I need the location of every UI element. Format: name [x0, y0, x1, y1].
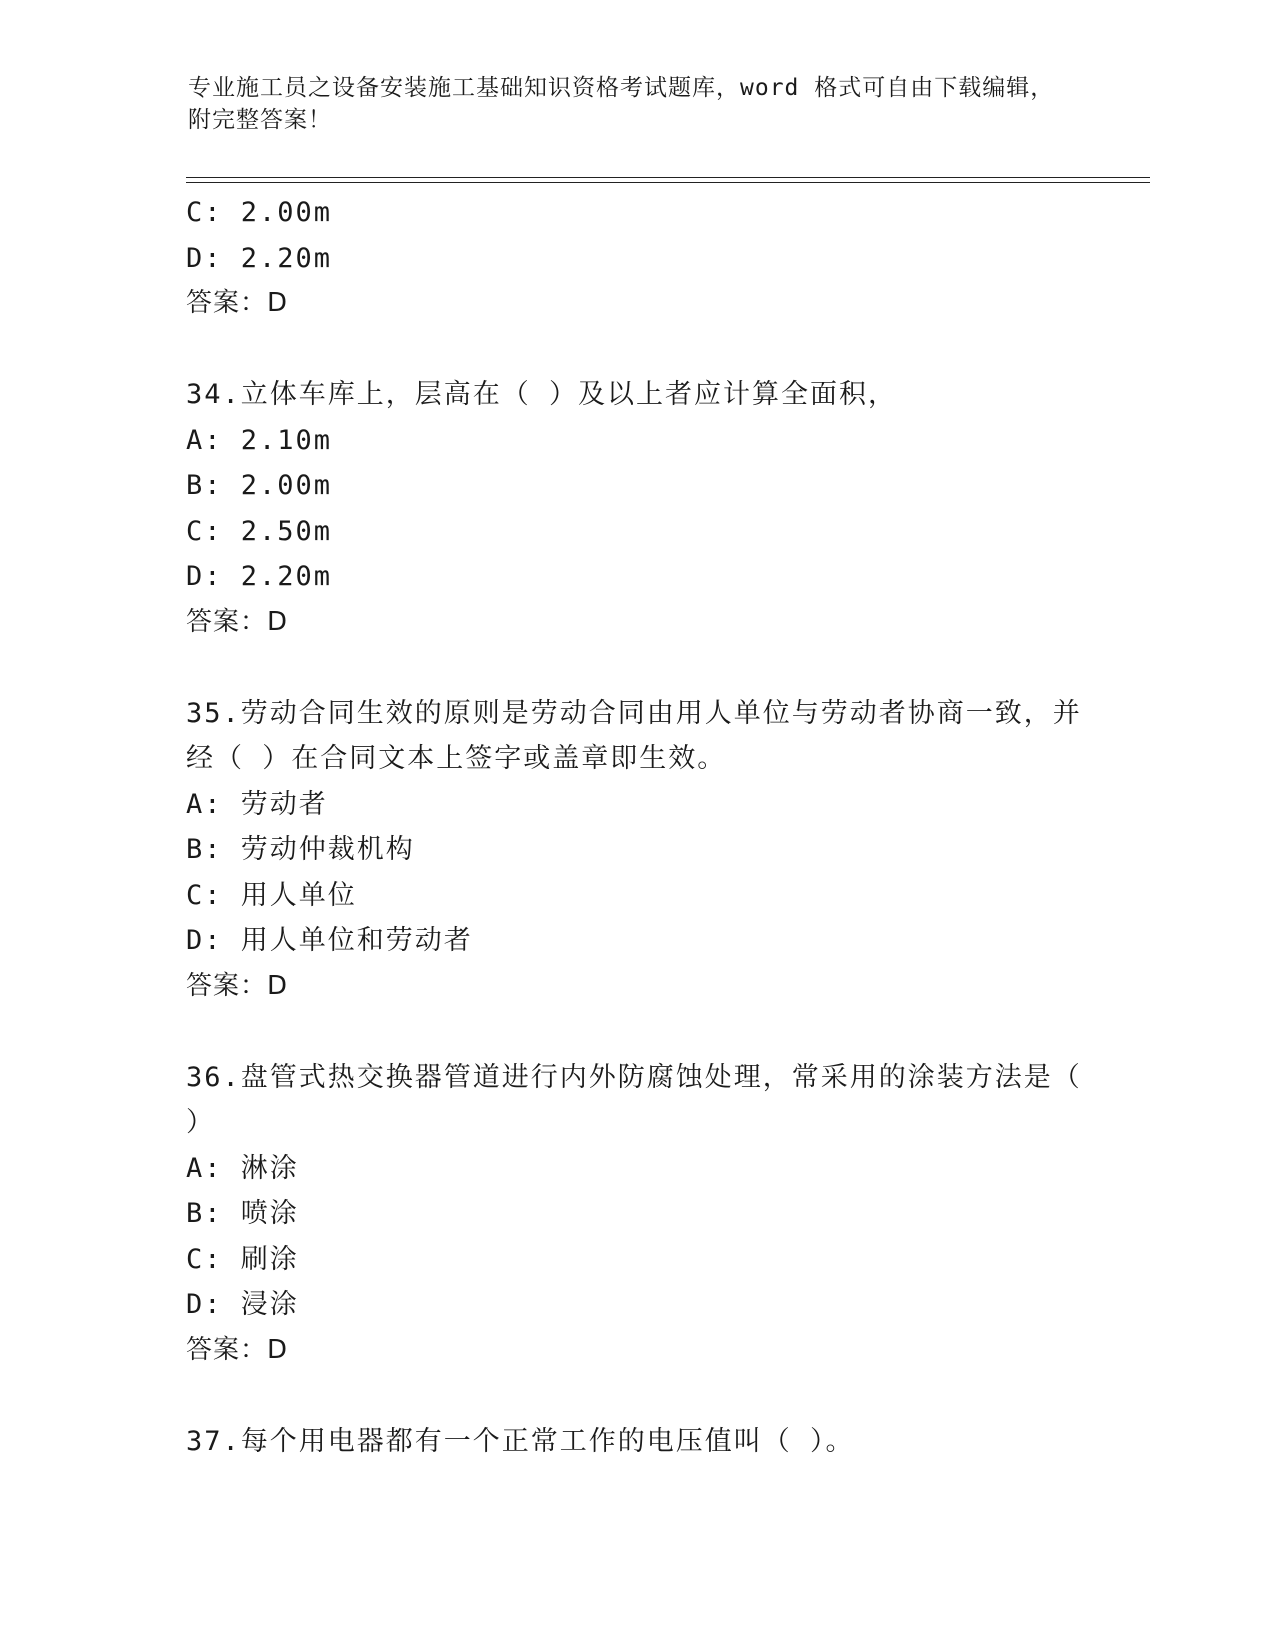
option-c: C: 刷涂 — [186, 1243, 299, 1275]
option-b: B: 喷涂 — [186, 1198, 299, 1229]
question-block-partial — [186, 190, 1086, 327]
question-block-37 — [186, 1419, 1086, 1465]
option-a: A: 淋涂 — [186, 1152, 299, 1184]
header-title-line-1: 专业施工员之设备安装施工基础知识资格考试题库，word 格式可自由下载编辑， — [188, 75, 1055, 101]
option-d: D: 2.20m — [186, 561, 333, 592]
answer-label: 答案：D — [186, 1334, 289, 1365]
question-block-36 — [186, 1055, 1086, 1374]
answer-label: 答案：D — [186, 288, 289, 318]
option-b: B: 劳动仲裁机构 — [186, 834, 415, 865]
question-text-line-1: 36.盘管式热交换器管道进行内外防腐蚀处理，常采用的涂装方法是（ — [186, 1061, 1082, 1093]
header-title-line-2: 附完整答案！ — [188, 107, 332, 133]
question-text-line-2: 经（ ）在合同文本上签字或盖章即生效。 — [186, 743, 727, 774]
option-a: A: 2.10m — [186, 424, 333, 456]
question-list — [186, 190, 1086, 1464]
question-block-34 — [186, 372, 1086, 645]
spacer — [186, 645, 1086, 691]
answer-label: 答案：D — [186, 970, 289, 1001]
question-text: 34.立体车库上，层高在（ ）及以上者应计算全面积， — [186, 379, 898, 410]
header-divider-top — [186, 177, 1150, 178]
spacer — [186, 1009, 1086, 1055]
question-block-35 — [186, 691, 1086, 1010]
option-c: C: 2.00m — [186, 197, 333, 228]
answer-label: 答案：D — [186, 606, 289, 637]
question-text: 37.每个用电器都有一个正常工作的电压值叫（ ）。 — [186, 1425, 855, 1457]
spacer — [186, 1373, 1086, 1419]
option-c: C: 2.50m — [186, 515, 333, 547]
option-b: B: 2.00m — [186, 470, 333, 501]
option-d: D: 用人单位和劳动者 — [186, 925, 473, 956]
question-text-line-1: 35.劳动合同生效的原则是劳动合同由用人单位与劳动者协商一致，并 — [186, 697, 1082, 729]
question-text-line-2: ） — [186, 1107, 215, 1138]
document-header — [188, 72, 1068, 136]
header-divider-bottom — [186, 182, 1150, 183]
option-a: A: 劳动者 — [186, 788, 328, 820]
option-c: C: 用人单位 — [186, 879, 357, 911]
option-d: D: 浸涂 — [186, 1289, 299, 1320]
spacer — [186, 327, 1086, 373]
option-d: D: 2.20m — [186, 242, 333, 274]
